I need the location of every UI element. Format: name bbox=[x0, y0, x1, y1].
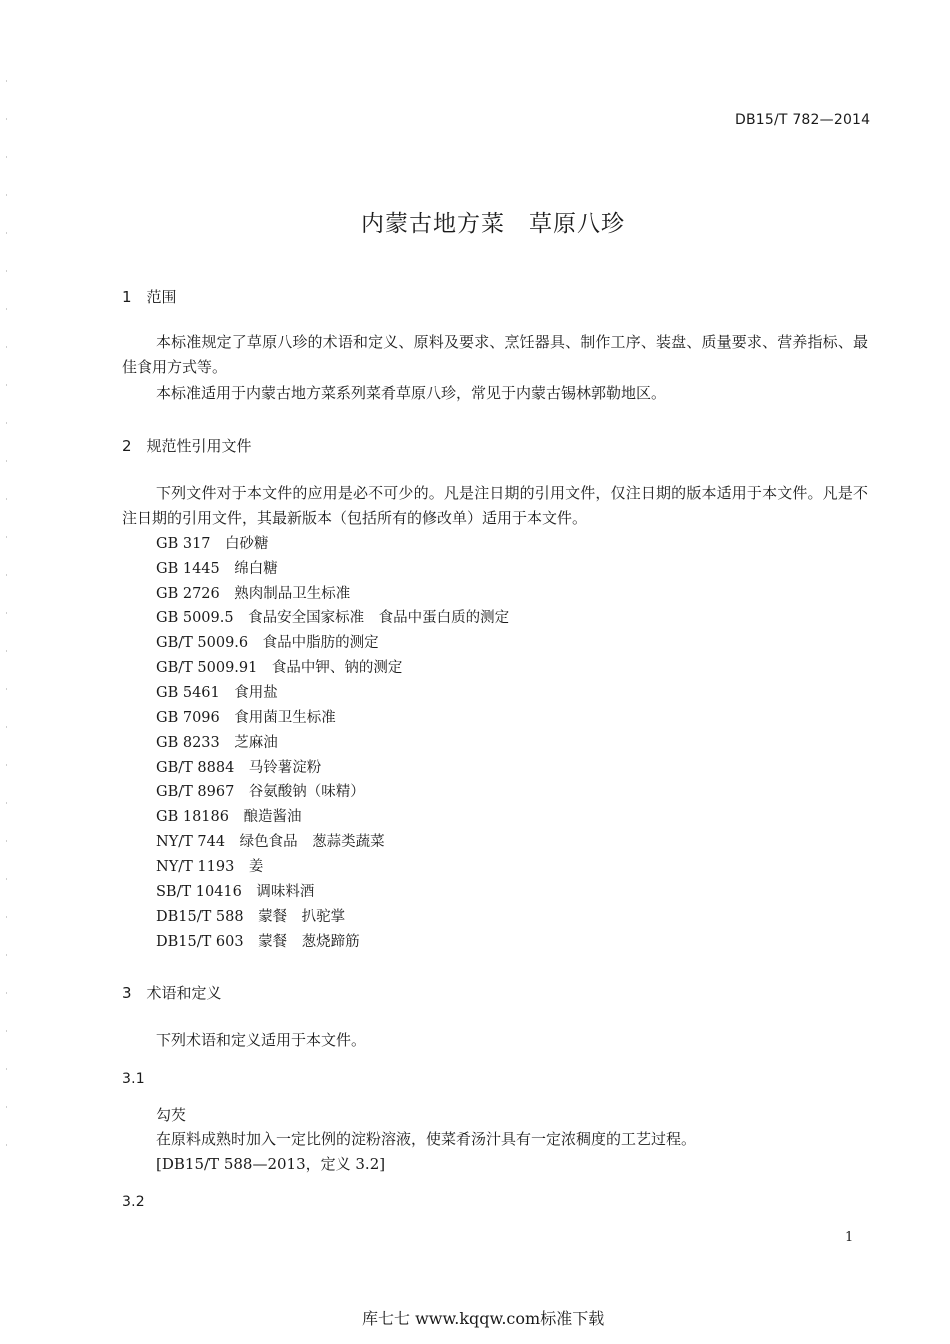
scope-paragraph-2: 本标准适用于内蒙古地方菜系列菜肴草原八珍，常见于内蒙古锡林郭勒地区。 bbox=[156, 384, 667, 402]
document-title: 内蒙古地方菜 草原八珍 bbox=[361, 211, 625, 237]
reference-item: GB/T 8967 谷氨酸钠（味精） bbox=[156, 784, 365, 800]
reference-item: GB 1445 绵白糖 bbox=[156, 561, 278, 577]
term-name: 勾芡 bbox=[156, 1106, 187, 1124]
reference-item: SB/T 10416 调味料酒 bbox=[156, 884, 315, 900]
reference-item: DB15/T 588 蒙餐 扒驼掌 bbox=[156, 909, 346, 925]
reference-item: GB/T 5009.6 食品中脂肪的测定 bbox=[156, 635, 379, 651]
section-heading-normative-references: 2 规范性引用文件 bbox=[122, 437, 252, 455]
reference-item: GB/T 8884 马铃薯淀粉 bbox=[156, 760, 322, 776]
reference-item: GB/T 5009.91 食品中钾、钠的测定 bbox=[156, 660, 403, 676]
reference-item: GB 2726 熟肉制品卫生标准 bbox=[156, 586, 351, 602]
term-number: 3.2 bbox=[122, 1194, 145, 1210]
reference-item: GB 5009.5 食品安全国家标准 食品中蛋白质的测定 bbox=[156, 610, 510, 626]
reference-item: GB 317 白砂糖 bbox=[156, 536, 269, 552]
reference-item: GB 8233 芝麻油 bbox=[156, 735, 278, 751]
reference-item: DB15/T 603 蒙餐 葱烧蹄筋 bbox=[156, 934, 360, 950]
references-intro-paragraph: 下列文件对于本文件的应用是必不可少的。凡是注日期的引用文件，仅注日期的版本适用于本文件。凡是不注日期的引用文件，其最新版本（包括所有的修改单）适用于本文件。 bbox=[122, 484, 868, 527]
reference-item: GB 18186 酿造酱油 bbox=[156, 809, 302, 825]
section-heading-terms-definitions: 3 术语和定义 bbox=[122, 984, 222, 1002]
document-code: DB15/T 782—2014 bbox=[735, 112, 871, 128]
term-source: [DB15/T 588—2013，定义 3.2] bbox=[156, 1155, 386, 1173]
page-number: 1 bbox=[845, 1230, 854, 1245]
scope-paragraph-1: 本标准规定了草原八珍的术语和定义、原料及要求、烹饪器具、制作工序、装盘、质量要求、营养指标、最佳食用方式等。 bbox=[122, 333, 868, 376]
footer-watermark: 库七七 www.kqqw.com标准下载 bbox=[362, 1309, 605, 1328]
reference-item: NY/T 744 绿色食品 葱蒜类蔬菜 bbox=[156, 834, 385, 850]
reference-item: GB 7096 食用菌卫生标准 bbox=[156, 710, 336, 726]
scan-margin-marks bbox=[6, 80, 7, 1180]
term-definition: 在原料成熟时加入一定比例的淀粉溶液，使菜肴汤汁具有一定浓稠度的工艺过程。 bbox=[156, 1130, 697, 1148]
terms-intro: 下列术语和定义适用于本文件。 bbox=[156, 1031, 367, 1049]
term-number: 3.1 bbox=[122, 1071, 145, 1087]
section-heading-scope: 1 范围 bbox=[122, 288, 177, 306]
reference-item: NY/T 1193 姜 bbox=[156, 859, 264, 875]
reference-item: GB 5461 食用盐 bbox=[156, 685, 278, 701]
